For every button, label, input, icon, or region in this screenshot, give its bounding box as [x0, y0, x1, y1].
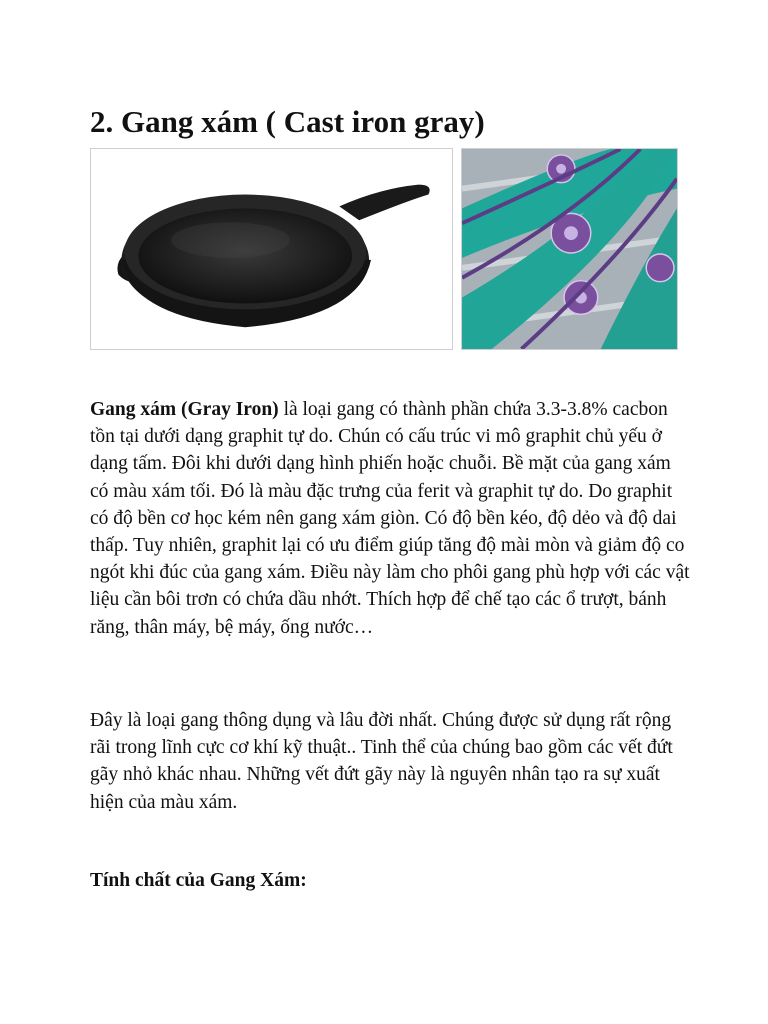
- properties-subheading: Tính chất của Gang Xám:: [90, 870, 307, 891]
- paragraph-lead-term: Gang xám (Gray Iron): [90, 399, 279, 420]
- cast-iron-pan-photo: [90, 148, 453, 350]
- cast-iron-arch-photo: [461, 148, 678, 350]
- pan-icon: [91, 149, 452, 349]
- paragraph-body-text: là loại gang có thành phần chứa 3.3-3.8% cacbon tồn tại dưới dạng graphit tự do. Chún có cấu trúc vi mô graphit chủ yếu ở dạng tấm. Đôi khi dưới dạng hình phiến hoặc chuỗi. Bề mặt của gang xám có màu xám tối. Đó là màu đặc trưng của ferit và graphit tự do. Do graphit có độ bền cơ học kém nên gang xám giòn. Có độ bền kéo, độ dẻo và độ dai thấp. Tuy nhiên, graphit lại có ưu điểm giúp tăng độ mài mòn và giảm độ co ngót khi đúc của gang xám. Điều này làm cho phôi gang phù hợp với các vật liệu cần bôi trơn có chứa dầu nhớt. Thích hợp để chế tạo các ổ trượt, bánh răng, thân máy, bệ máy, ống nước…: [90, 399, 690, 638]
- paragraph-usage-description: Đây là loại gang thông dụng và lâu đời nhất. Chúng được sử dụng rất rộng rãi trong lĩnh cực cơ khí kỹ thuật.. Tinh thể của chúng bao gồm các vết đứt gãy nhỏ khác nhau. Những vết đứt gãy này là nguyên nhân tạo ra sự xuất hiện của màu xám.: [90, 710, 673, 813]
- section-heading: 2. Gang xám ( Cast iron gray): [90, 104, 485, 139]
- arch-icon: [462, 149, 677, 349]
- paragraph-gray-iron-description: [90, 396, 690, 641]
